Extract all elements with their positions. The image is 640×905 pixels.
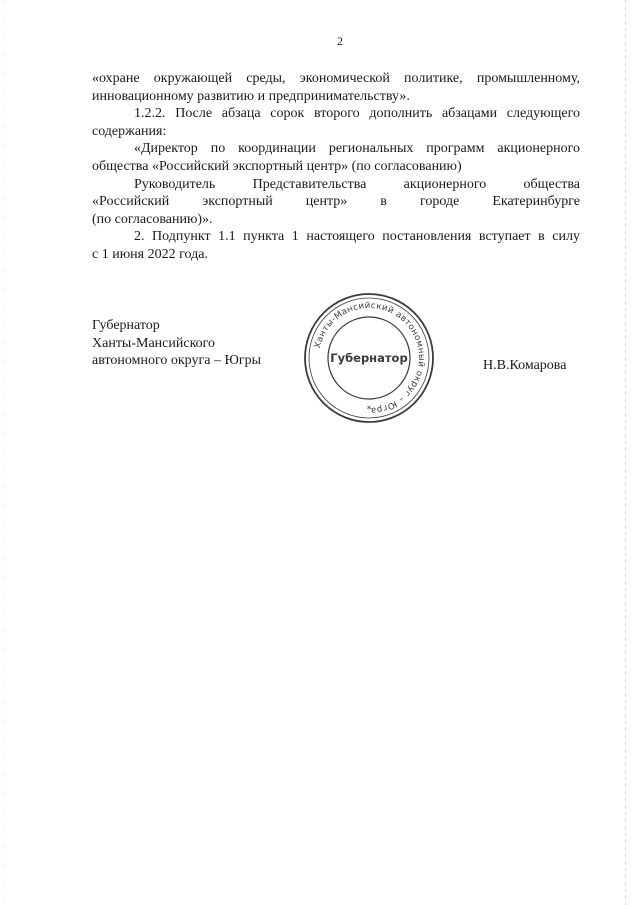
body-line: «охране окружающей среды, экономической политике, промышленному, — [92, 71, 580, 86]
signatory-position-line: Ханты-Мансийского — [92, 335, 216, 351]
body-line: «Директор по координации региональных программ акционерного — [134, 141, 580, 157]
document-body — [92, 70, 580, 264]
seal-ring-text: Ханты-Мансийский автономный округ – Югра — [312, 300, 427, 416]
body-line: (по согласованию)». — [92, 211, 213, 227]
body-line: инновационному развитию и предпринимательству». — [92, 88, 410, 104]
body-line: Руководитель Представительства акционерного общества — [134, 176, 580, 192]
signatory-position-line: Губернатор — [92, 318, 160, 333]
seal-star: * — [366, 405, 372, 415]
scan-edge-left — [4, 0, 5, 905]
scan-edge-right — [625, 0, 626, 905]
body-line: «Российский экспортный центр» в городе Екатеринбурге — [92, 194, 580, 210]
body-line: 1.2.2. После абзаца сорок второго дополнить абзацами следующего — [134, 106, 580, 122]
body-line: 2. Подпункт 1.1 пункта 1 настоящего постановления вступает в силу — [134, 229, 580, 245]
body-line: с 1 июня 2022 года. — [92, 246, 208, 262]
seal-center-text: Губернатор — [330, 351, 408, 365]
signatory-position-line: автономного округа – Югры — [92, 353, 261, 369]
signatory-position — [92, 317, 261, 370]
body-line: содержания: — [92, 123, 167, 139]
official-seal-stamp — [301, 290, 437, 426]
body-line: общества «Российский экспортный центр» (по согласованию) — [92, 158, 462, 174]
page-number: 2 — [337, 34, 343, 48]
signatory-name: Н.В.Комарова — [483, 358, 567, 373]
